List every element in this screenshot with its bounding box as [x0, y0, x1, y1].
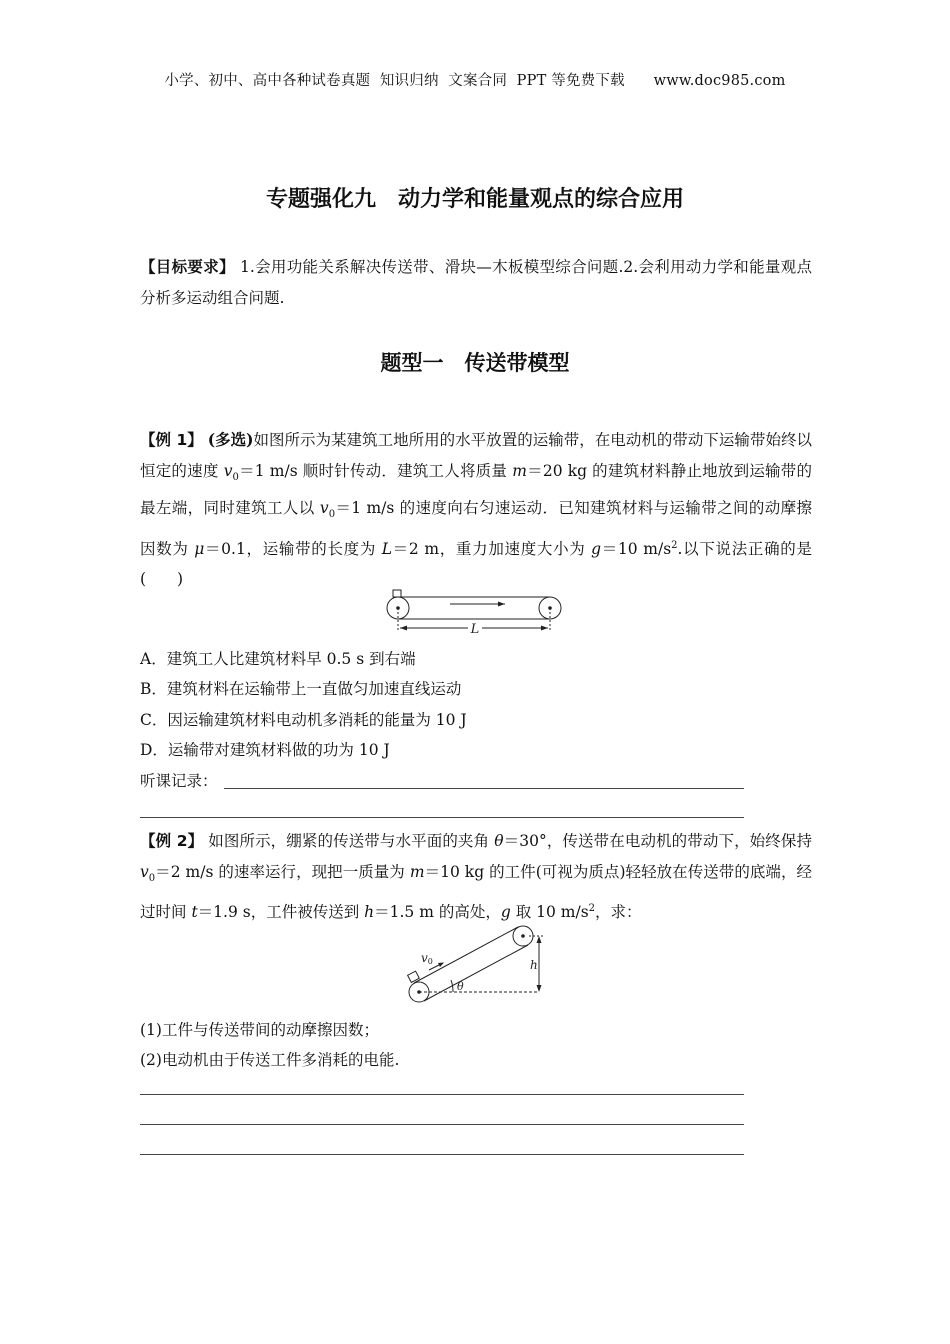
- var-m: m: [409, 862, 425, 881]
- height-label: h: [530, 958, 538, 972]
- answer-line[interactable]: [140, 1094, 744, 1095]
- stem-text: ＝30°，传送带在电动机的带动下，始终保持: [503, 832, 813, 850]
- superscript: 2: [588, 903, 596, 915]
- question-1: (1)工件与传送带间的动摩擦因数；: [140, 1021, 379, 1039]
- var-g: g: [500, 903, 511, 922]
- stem-text: ＝10 m/s: [601, 539, 672, 558]
- example2-tag: 【例 2】: [140, 832, 204, 850]
- velocity-label: [421, 951, 433, 966]
- horizontal-conveyor-figure: [380, 588, 570, 638]
- example1-type: (多选): [207, 430, 254, 449]
- var-theta: θ: [494, 832, 504, 850]
- stem-text: ＝1 m/s 顺时针传动．建筑工人将质量: [238, 461, 513, 480]
- stem-text: ，求：: [595, 903, 642, 922]
- stem-text: ＝0.1，运输带的长度为: [204, 539, 382, 558]
- notes-line[interactable]: [140, 817, 744, 818]
- inclined-conveyor-figure: [405, 922, 550, 1004]
- objective-text: 1.会用功能关系解决传送带、滑块—木板模型综合问题.2.会利用动力学和能量观点分析多运动组合问题.: [140, 258, 812, 307]
- example1-tag: 【例 1】: [140, 431, 203, 449]
- velocity-subscript: 0: [427, 957, 433, 966]
- objective-paragraph: [140, 252, 812, 313]
- example2-stem: [140, 826, 812, 928]
- var-L: L: [381, 539, 392, 558]
- page-title: 专题强化九 动力学和能量观点的综合应用: [265, 187, 684, 212]
- subscript: 0: [328, 509, 336, 521]
- option-b: B．建筑材料在运输带上一直做匀加速直线运动: [140, 680, 462, 698]
- subscript: 0: [148, 872, 156, 884]
- var-m: m: [512, 461, 527, 480]
- option-c: C．因运输建筑材料电动机多消耗的能量为 10 J: [140, 711, 467, 729]
- stem-text: ＝20 kg 的建筑材料静止地放到运输带的最左端，同时建筑工人以: [140, 461, 812, 518]
- stem-text: 如图所示，绷紧的传送带与水平面的夹角: [203, 832, 495, 850]
- option-a: A．建筑工人比建筑材料早 0.5 s 到右端: [140, 650, 416, 668]
- length-label: L: [470, 622, 480, 637]
- var-mu: μ: [194, 539, 205, 558]
- belt-lower: [424, 945, 528, 1001]
- var-v: v: [223, 461, 233, 480]
- option-d: D．运输带对建筑材料做的功为 10 J: [140, 741, 390, 759]
- superscript: 2: [671, 539, 678, 551]
- stem-text: .以下说法正确的是( ): [140, 539, 813, 589]
- objective-tag: 【目标要求】: [140, 258, 235, 276]
- notes-line[interactable]: [224, 788, 744, 789]
- var-v: v: [319, 499, 329, 518]
- material-block: [393, 590, 401, 597]
- answer-line[interactable]: [140, 1124, 744, 1125]
- var-v: v: [140, 862, 149, 881]
- stem-text: ＝2 m，重力加速度大小为: [391, 539, 592, 558]
- stem-text: ＝10 kg 的工件(可视为质点)轻轻放在传送带的底端，经过时间: [140, 862, 812, 922]
- angle-label: θ: [457, 980, 464, 993]
- question-2: (2)电动机由于传送工件多消耗的电能.: [140, 1051, 400, 1069]
- velocity-symbol: v: [421, 951, 428, 965]
- example1-stem: [140, 425, 812, 595]
- section-title: 题型一 传送带模型: [380, 351, 570, 375]
- notes-label: 听课记录：: [140, 772, 218, 790]
- page-header-banner: 小学、初中、高中各种试卷真题 知识归纳 文案合同 PPT 等免费下载 www.doc985.com: [164, 73, 786, 89]
- var-g: g: [591, 539, 602, 558]
- subscript: 0: [232, 471, 239, 483]
- answer-line[interactable]: [140, 1154, 744, 1155]
- stem-text: ＝1.5 m 的高处，: [374, 903, 501, 922]
- stem-text: ＝1.9 s，工件被传送到: [197, 903, 365, 922]
- stem-text: ＝1 m/s 的速度向右匀速运动．已知建筑材料与运输带之间的动摩擦因数为: [140, 499, 812, 558]
- stem-text: 取 10 m/s: [510, 903, 589, 922]
- belt-upper: [414, 927, 518, 983]
- var-h: h: [364, 903, 375, 922]
- stem-text: ＝2 m/s 的速率运行，现把一质量为: [155, 862, 410, 881]
- var-t: t: [191, 903, 198, 922]
- stem-text: 如图所示为某建筑工地所用的水平放置的运输带，在电动机的带动下运输带始终以恒定的速度: [140, 431, 812, 480]
